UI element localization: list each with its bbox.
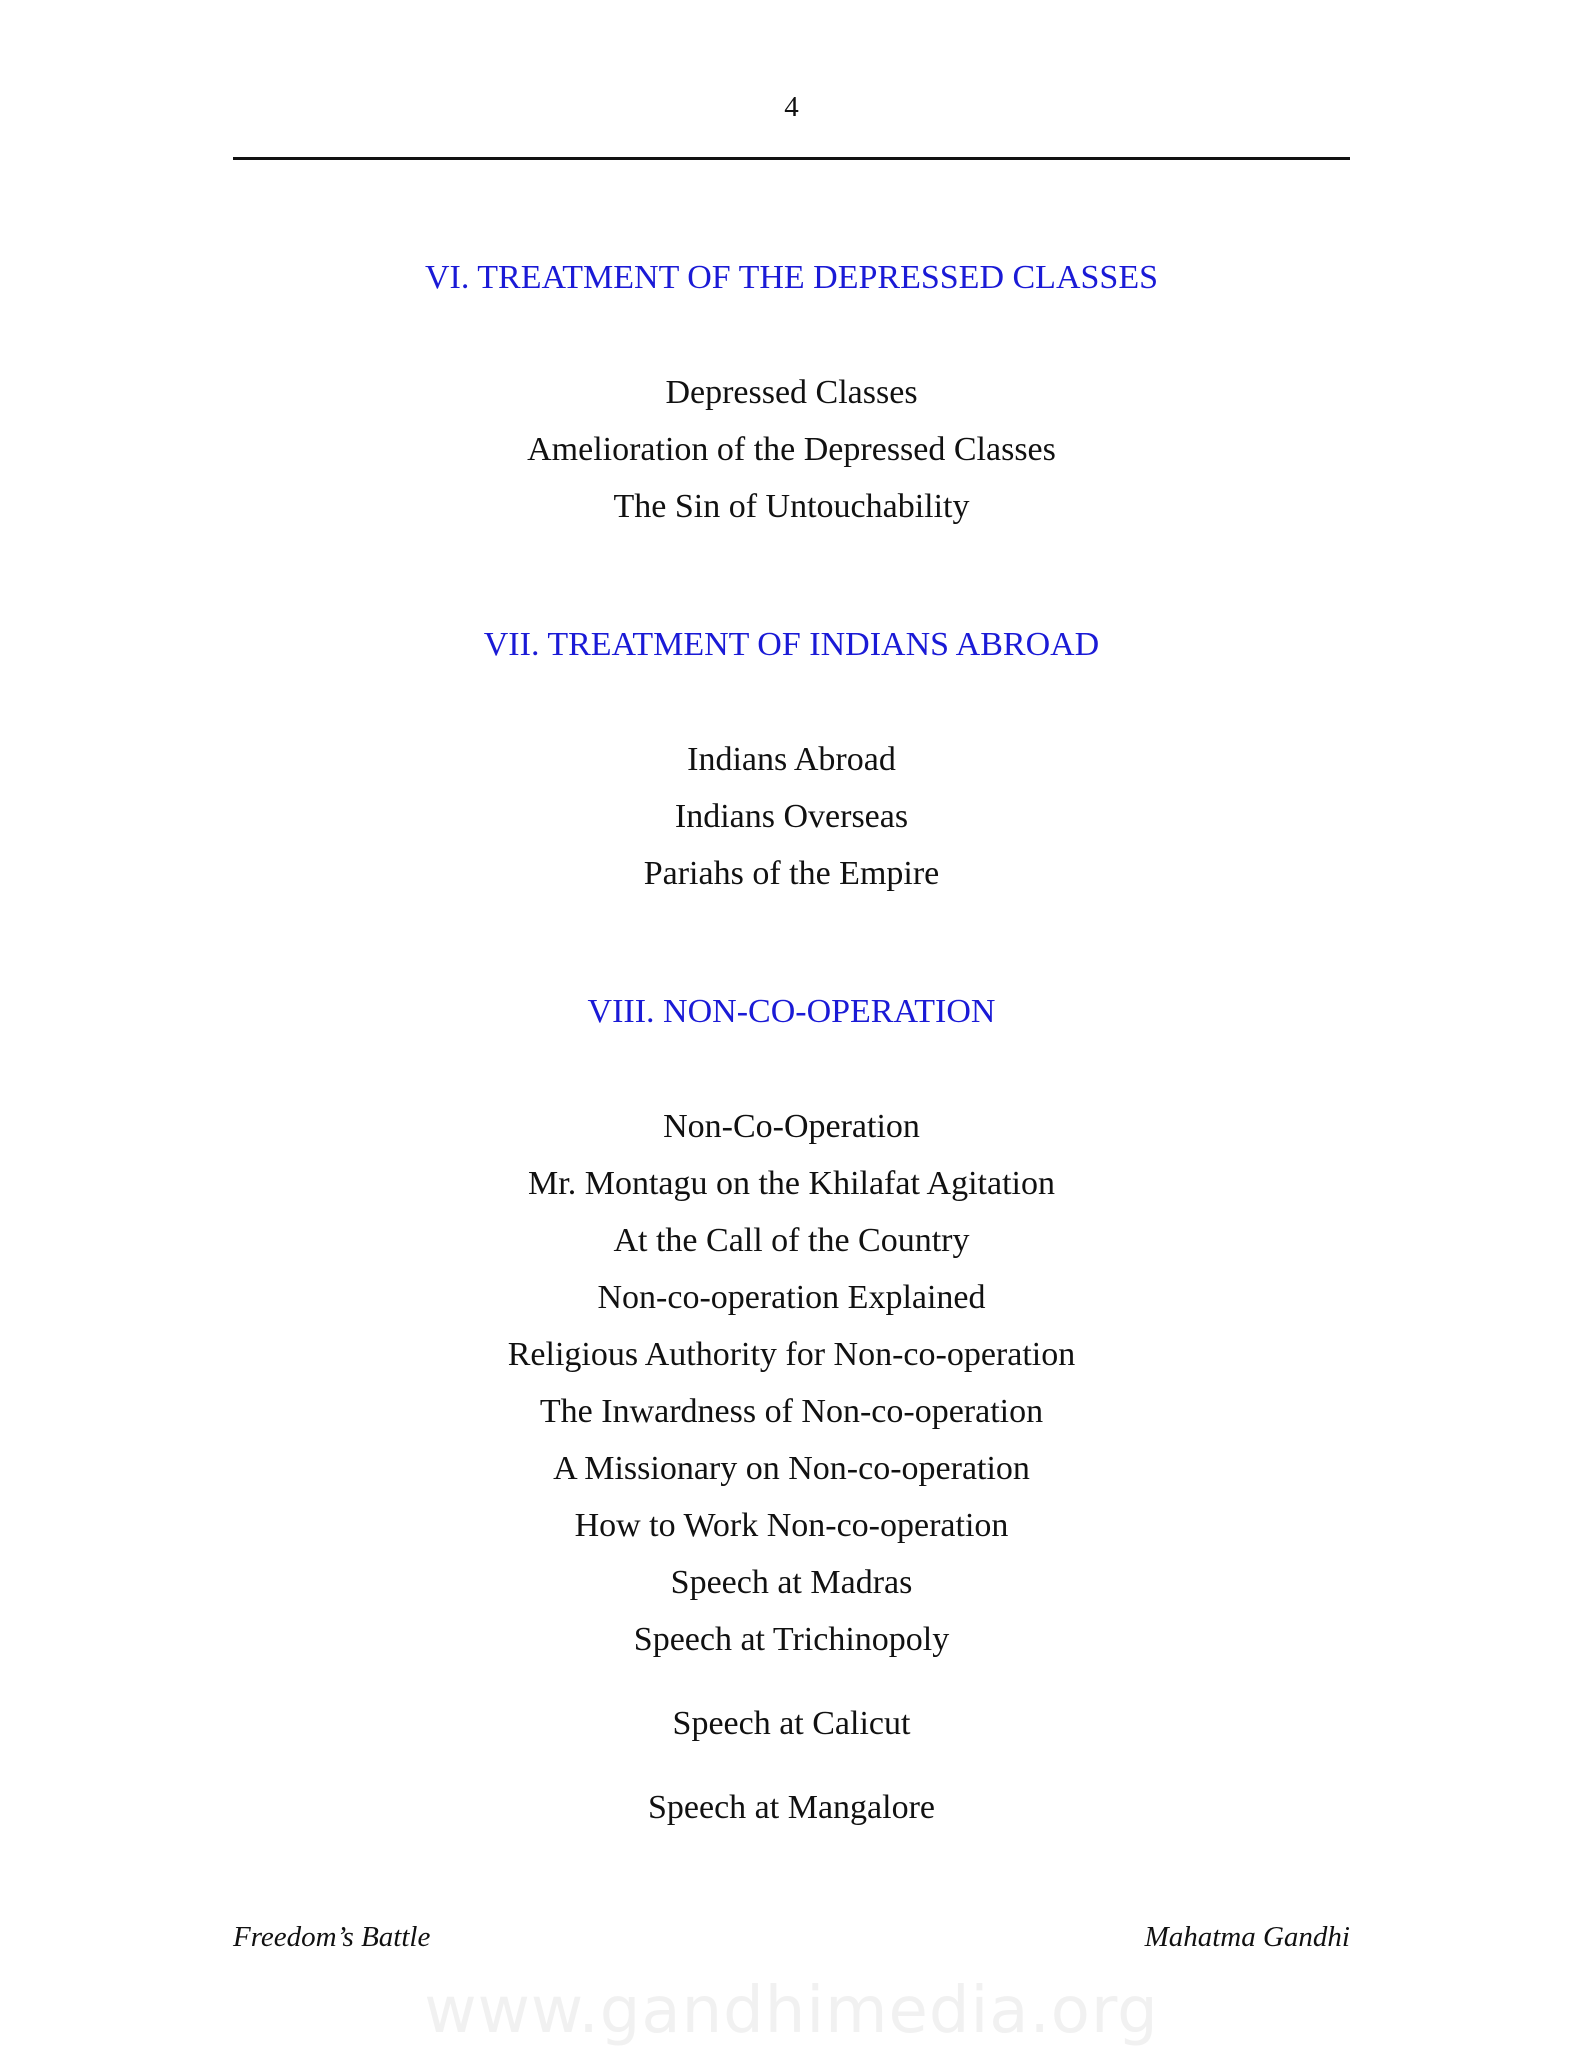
toc-section-vii — [0, 625, 1583, 902]
section-title-vii[interactable]: VII. TREATMENT OF INDIANS ABROAD — [483, 626, 1100, 663]
watermark: www.gandhimedia.org — [424, 1974, 1159, 2048]
toc-item[interactable]: How to Work Non-co-operation — [574, 1507, 1009, 1544]
footer-book-title: Freedom’s Battle — [233, 1921, 431, 1953]
toc-item[interactable]: Non-co-operation Explained — [597, 1279, 986, 1316]
toc-item[interactable]: Speech at Trichinopoly — [633, 1621, 950, 1658]
section-title-vi[interactable]: VI. TREATMENT OF THE DEPRESSED CLASSES — [425, 259, 1158, 296]
toc-item[interactable]: Speech at Madras — [670, 1564, 913, 1601]
toc-item[interactable]: Indians Abroad — [687, 741, 896, 778]
toc-list-viii — [0, 1098, 1583, 1836]
toc-item[interactable]: Speech at Calicut — [672, 1705, 911, 1742]
toc-item[interactable]: The Inwardness of Non-co-operation — [539, 1393, 1044, 1430]
toc-list-vi — [0, 364, 1583, 535]
toc-item[interactable]: The Sin of Untouchability — [613, 488, 970, 525]
toc-item[interactable]: Indians Overseas — [674, 798, 909, 835]
section-title-viii[interactable]: VIII. NON-CO-OPERATION — [587, 993, 996, 1030]
toc-item[interactable]: Mr. Montagu on the Khilafat Agitation — [528, 1165, 1055, 1202]
toc-item[interactable]: Amelioration of the Depressed Classes — [527, 431, 1056, 468]
toc-section-viii — [0, 992, 1583, 1836]
toc-item[interactable]: A Missionary on Non-co-operation — [553, 1450, 1030, 1487]
footer-author: Mahatma Gandhi — [1144, 1921, 1350, 1953]
toc-item[interactable]: At the Call of the Country — [613, 1222, 970, 1259]
toc-item[interactable]: Non-Co-Operation — [663, 1108, 920, 1145]
toc-item[interactable]: Pariahs of the Empire — [643, 855, 940, 892]
toc-section-vi — [0, 258, 1583, 535]
toc-list-vii — [0, 731, 1583, 902]
page-number: 4 — [784, 91, 799, 123]
header-rule — [233, 157, 1350, 160]
toc-item[interactable]: Speech at Mangalore — [648, 1789, 935, 1826]
toc-item[interactable]: Religious Authority for Non-co-operation — [507, 1336, 1076, 1373]
toc-item[interactable]: Depressed Classes — [665, 374, 918, 411]
